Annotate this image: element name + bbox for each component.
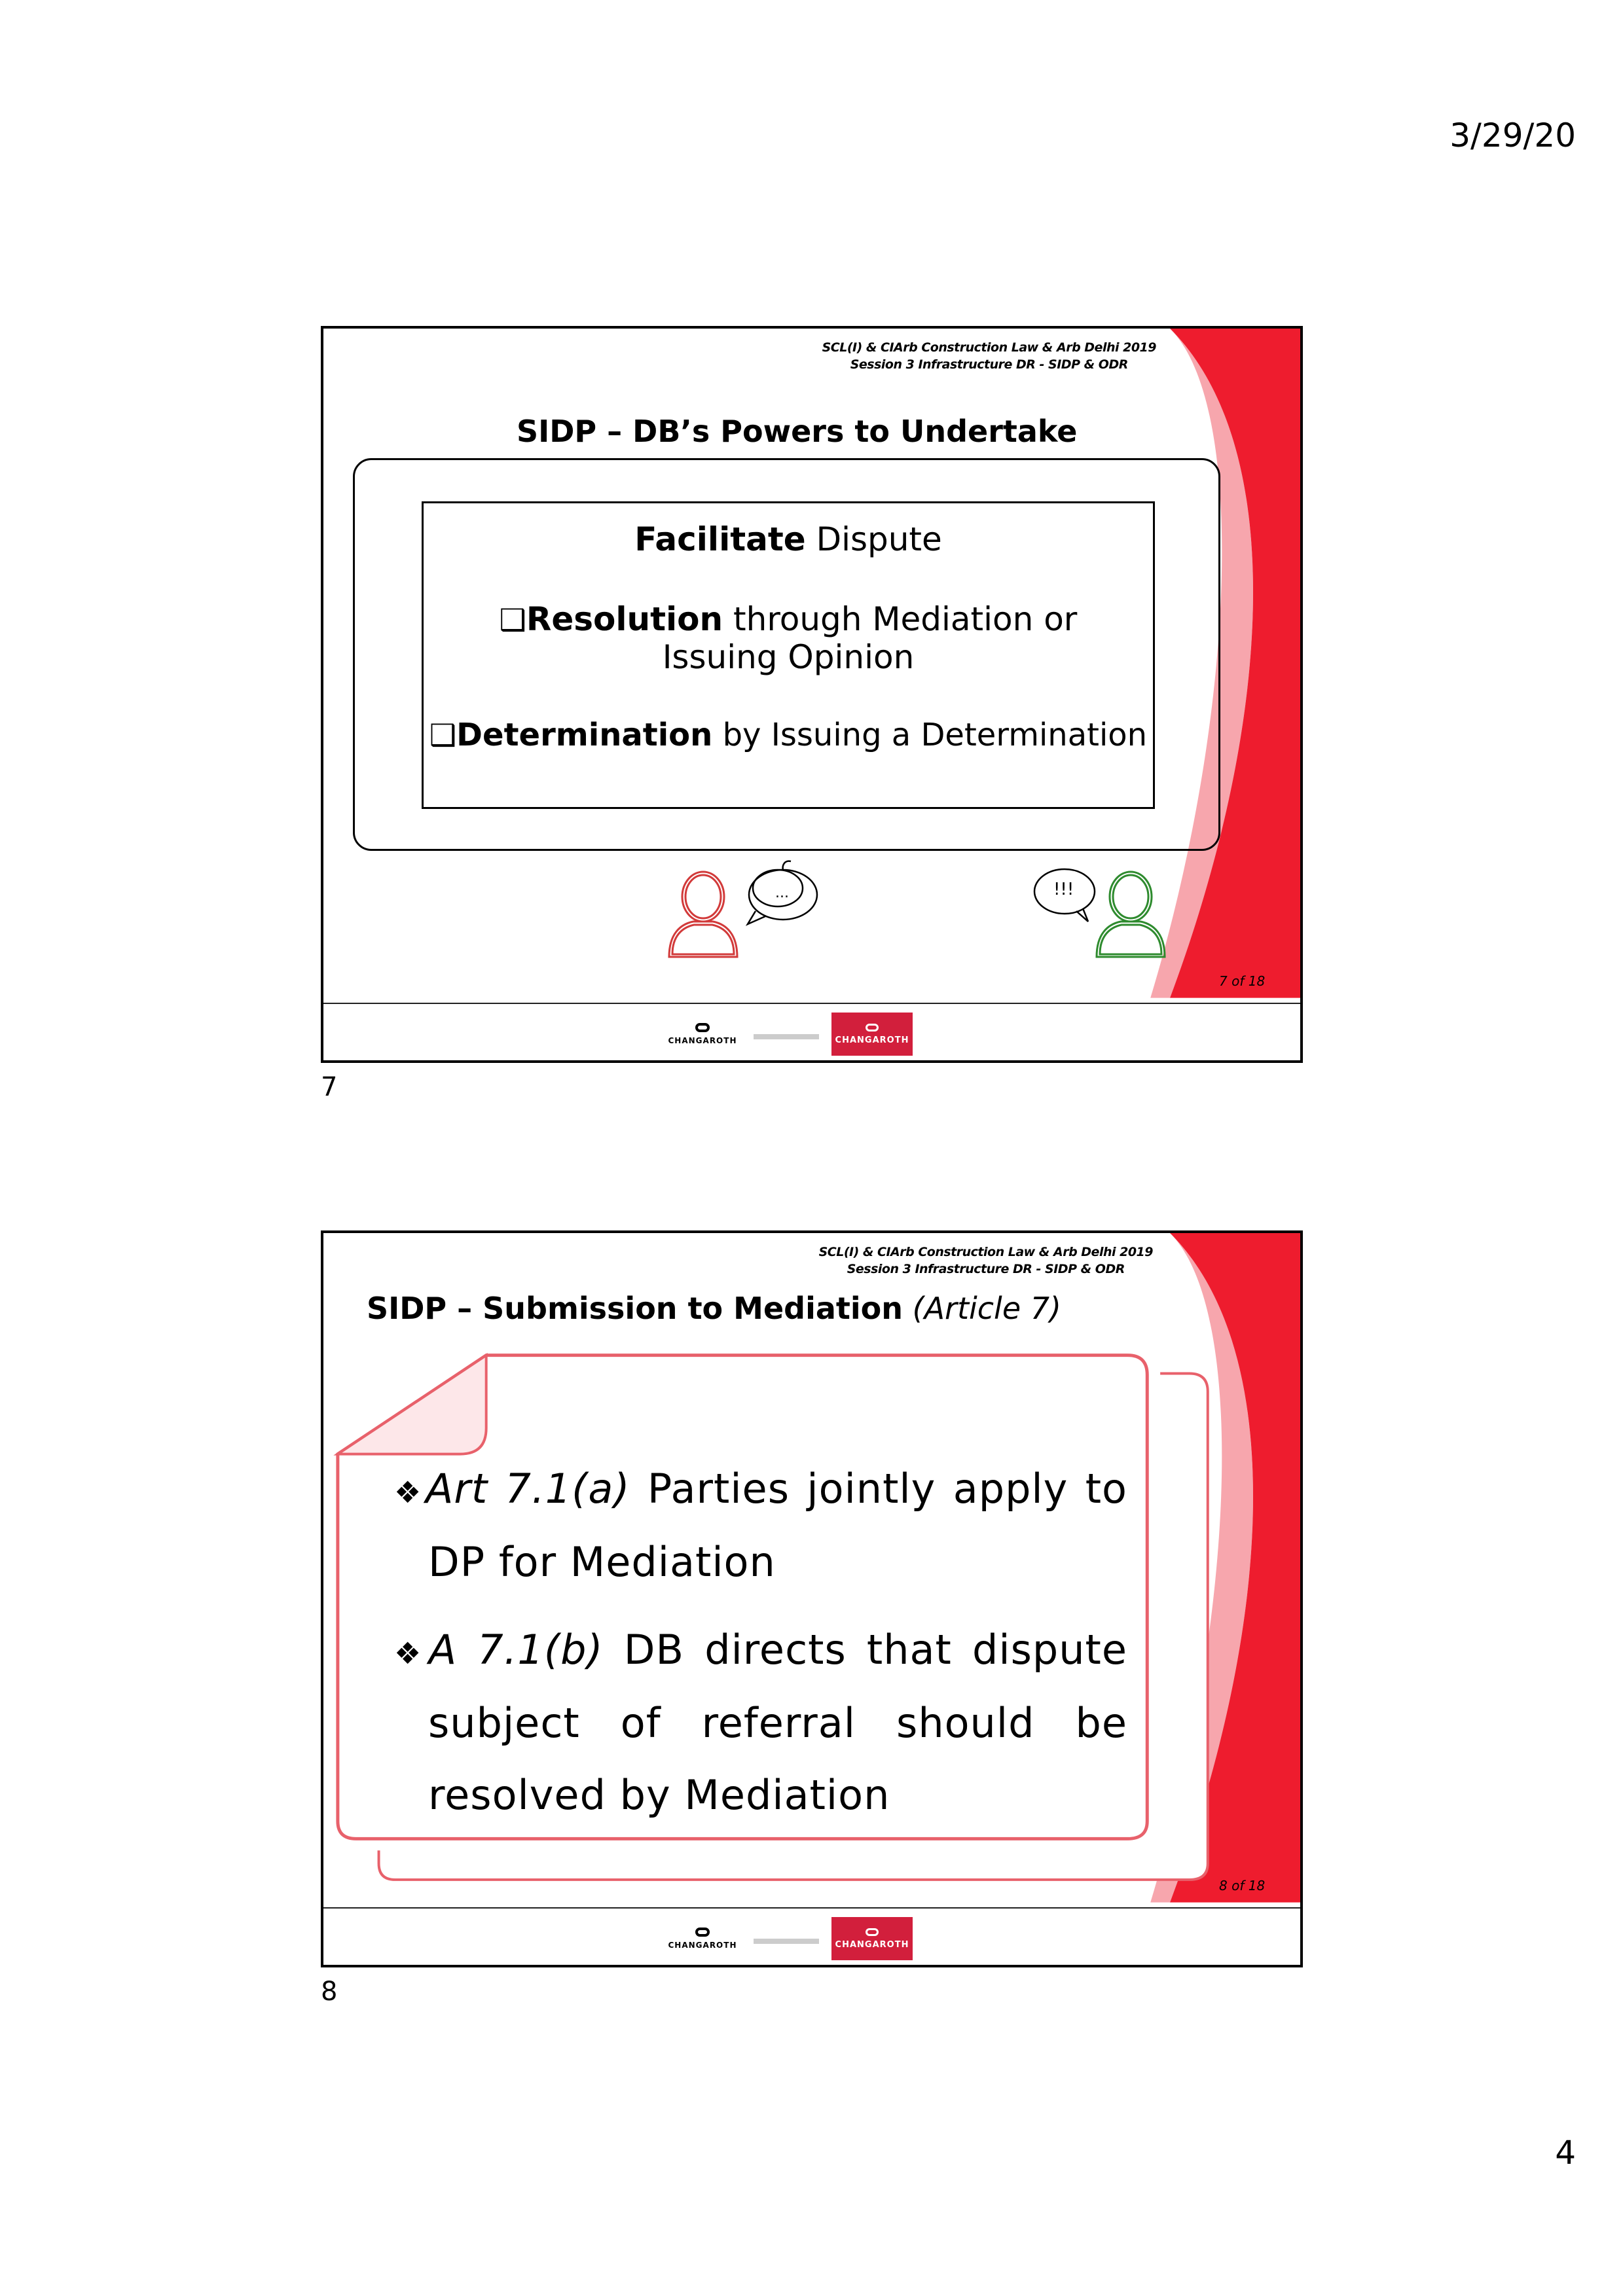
header-line-1: SCL(I) & CIArb Construction Law & Arb Delhi 2019 bbox=[822, 340, 1156, 355]
footer-divider bbox=[323, 1907, 1300, 1909]
facilitate-rest: Dispute bbox=[805, 520, 942, 558]
bullet-art-7-1a-cont: DP for Mediation bbox=[428, 1538, 776, 1586]
slide-header bbox=[819, 1244, 1153, 1278]
footer-logos bbox=[664, 1013, 913, 1056]
facilitate-bold: Facilitate bbox=[634, 520, 806, 558]
slide-counter: 8 of 18 bbox=[1219, 1878, 1266, 1893]
determination-rest: by Issuing a Determination bbox=[712, 717, 1148, 753]
slide-title bbox=[367, 1291, 1061, 1326]
header-line-2: Session 3 Infrastructure DR - SIDP & ODR bbox=[847, 1262, 1125, 1276]
slide-8 bbox=[321, 1230, 1303, 1967]
resolution-rest: through Mediation or bbox=[723, 600, 1078, 638]
title-bold: SIDP – Submission to Mediation bbox=[367, 1291, 903, 1326]
samit-law-logo bbox=[748, 1013, 825, 1056]
determination-line bbox=[424, 717, 1153, 753]
article-ref: Art 7.1(a) bbox=[425, 1465, 630, 1513]
logo-name: CHANGAROTH bbox=[835, 1035, 909, 1045]
diamond-bullet-icon: ❖ bbox=[394, 1636, 429, 1671]
bullet-a-7-1b-cont: subject of referral should be bbox=[428, 1699, 1127, 1747]
logo-name: CHANGAROTH bbox=[668, 1036, 737, 1045]
bullet-text: Parties jointly apply to bbox=[630, 1465, 1127, 1513]
slide-index-8: 8 bbox=[321, 1977, 338, 2007]
changaroth-consultancy-logo bbox=[831, 1013, 913, 1056]
thought-bubble-text: ... bbox=[775, 885, 789, 901]
resolution-line bbox=[424, 600, 1153, 638]
facilitate-line bbox=[424, 520, 1153, 558]
changaroth-consultancy-logo bbox=[831, 1917, 913, 1960]
slide-index-7: 7 bbox=[321, 1072, 338, 1102]
slide-title: SIDP – DB’s Powers to Undertake bbox=[517, 414, 1078, 449]
diamond-bullet-icon: ❖ bbox=[394, 1475, 426, 1510]
bullet-a-7-1b-cont-2: resolved by Mediation bbox=[428, 1771, 890, 1819]
page-number: 4 bbox=[1555, 2134, 1576, 2172]
footer-divider bbox=[323, 1003, 1300, 1004]
determination-bold: Determination bbox=[456, 717, 713, 753]
powers-box bbox=[422, 501, 1155, 809]
logo-name: CHANGAROTH bbox=[668, 1941, 737, 1950]
red-swoosh-decoration bbox=[323, 1233, 1300, 1965]
bullet-art-7-1a bbox=[394, 1465, 1127, 1513]
page-date: 3/29/20 bbox=[1450, 117, 1576, 154]
speech-bubble-text: !!! bbox=[1053, 880, 1074, 899]
person-green-icon bbox=[1086, 865, 1178, 963]
samit-law-logo bbox=[748, 1917, 825, 1960]
article-ref: A 7.1(b) bbox=[428, 1626, 604, 1674]
logo-name: CHANGAROTH bbox=[835, 1939, 909, 1950]
slide-7 bbox=[321, 326, 1303, 1063]
slide-counter: 7 of 18 bbox=[1219, 973, 1266, 989]
changaroth-chambers-logo bbox=[664, 1917, 741, 1960]
square-bullet-icon: ❑ bbox=[429, 717, 457, 753]
footer-logos bbox=[664, 1917, 913, 1960]
bullet-text: DB directs that dispute bbox=[603, 1626, 1127, 1674]
slide-header bbox=[822, 339, 1156, 373]
header-line-2: Session 3 Infrastructure DR - SIDP & ODR bbox=[850, 357, 1128, 372]
changaroth-chambers-logo bbox=[664, 1013, 741, 1056]
bullet-a-7-1b bbox=[394, 1626, 1127, 1674]
title-rest: (Article 7) bbox=[903, 1291, 1061, 1326]
resolution-bold: Resolution bbox=[526, 600, 723, 638]
header-line-1: SCL(I) & CIArb Construction Law & Arb Delhi 2019 bbox=[818, 1245, 1153, 1259]
opinion-line: Issuing Opinion bbox=[662, 638, 915, 676]
square-bullet-icon: ❑ bbox=[499, 602, 526, 637]
